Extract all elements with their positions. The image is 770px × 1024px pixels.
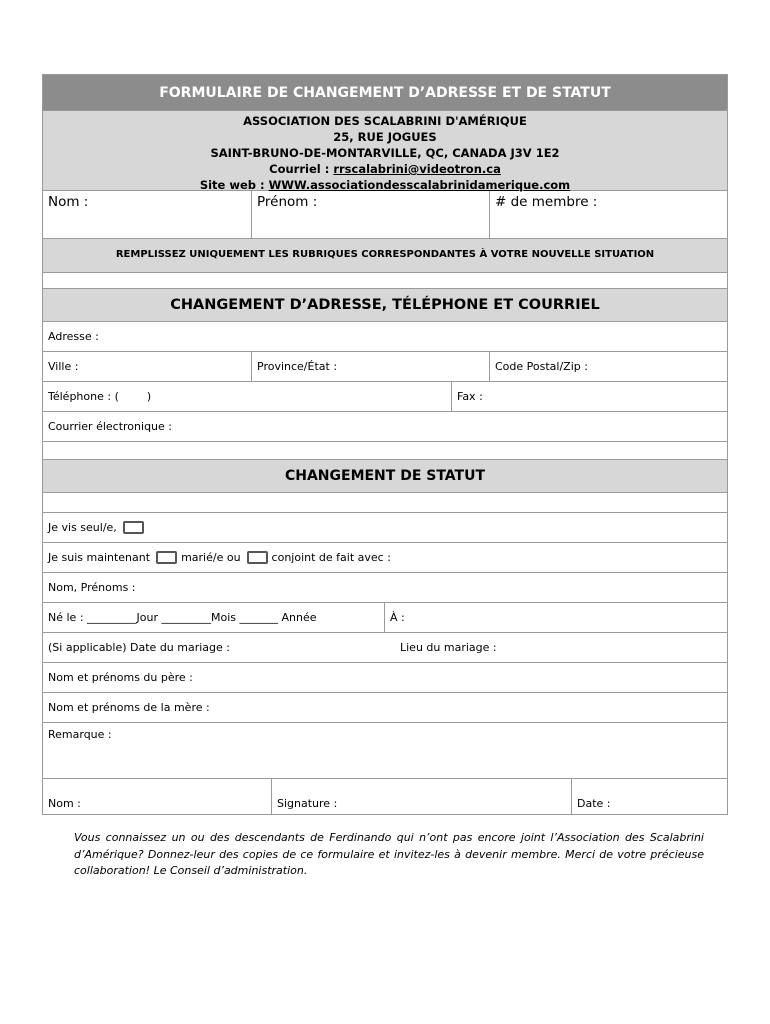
ville-row: [42, 352, 728, 382]
signature-field[interactable]: [271, 779, 571, 814]
membre-field[interactable]: [489, 191, 727, 238]
prenom-label: Prénom :: [257, 194, 318, 210]
telephone-field[interactable]: [43, 382, 451, 411]
footer-note: Vous connaissez un ou des descendants de Ferdinando qui n’ont pas encore joint l’Association des Scalabrini d’Amérique? Donnez-leur des copies de ce formulaire et invitez-les à devenir membre. Merci de votre précieuse collaboration! Le Conseil d’administration.: [74, 831, 704, 877]
fax-label: Fax :: [457, 390, 483, 403]
address-section-title: CHANGEMENT D’ADRESSE, TÉLÉPHONE ET COURRIEL: [42, 289, 728, 322]
remarque-label: Remarque :: [48, 728, 112, 741]
courriel-label: Courrier électronique :: [48, 420, 172, 433]
nom-field[interactable]: [43, 191, 251, 238]
conjoint-checkbox[interactable]: [247, 551, 268, 564]
mariage-row: [42, 633, 728, 663]
lieu-naissance-field[interactable]: [384, 603, 727, 632]
seul-label: Je vis seul/e,: [48, 521, 117, 534]
marie-checkbox[interactable]: [156, 551, 177, 564]
prenom-field[interactable]: [251, 191, 489, 238]
email-label: Courriel :: [269, 162, 334, 176]
membre-label: # de membre :: [495, 194, 598, 210]
nom-label: Nom :: [48, 194, 89, 210]
web-label: Site web :: [199, 178, 269, 192]
code-postal-field[interactable]: [489, 352, 727, 381]
website-link[interactable]: WWW.associationdesscalabrinidamerique.com: [268, 178, 571, 192]
province-field[interactable]: [251, 352, 489, 381]
remarque-field[interactable]: [42, 723, 728, 779]
naissance-row: [42, 603, 728, 633]
code-postal-label: Code Postal/Zip :: [495, 360, 588, 373]
nom-prenoms-label: Nom, Prénoms :: [48, 581, 136, 594]
association-email-line: [43, 161, 727, 177]
ville-field[interactable]: [43, 352, 251, 381]
maintenant-row: [42, 543, 728, 573]
instruction-bar: REMPLISSEZ UNIQUEMENT LES RUBRIQUES CORRESPONDANTES À VOTRE NOUVELLE SITUATION: [42, 239, 728, 273]
lieu-naissance-label: À :: [390, 611, 405, 624]
date-mariage-field[interactable]: [43, 633, 393, 662]
association-header: [42, 111, 728, 191]
lieu-mariage-field[interactable]: [395, 633, 727, 662]
mere-label: Nom et prénoms de la mère :: [48, 701, 210, 714]
spacer-row-3: [42, 493, 728, 513]
email-link[interactable]: rrscalabrini@videotron.ca: [333, 162, 501, 176]
signature-label: Signature :: [277, 797, 338, 810]
mere-field[interactable]: [42, 693, 728, 723]
seul-checkbox[interactable]: [123, 521, 144, 534]
identity-row: [42, 191, 728, 239]
ville-label: Ville :: [48, 360, 79, 373]
telephone-row: [42, 382, 728, 412]
adresse-label: Adresse :: [48, 330, 99, 343]
fax-field[interactable]: [451, 382, 727, 411]
telephone-label: Téléphone : ( ): [48, 390, 152, 403]
maintenant-label: Je suis maintenant: [48, 551, 151, 564]
signature-row: [42, 779, 728, 815]
signature-nom-label: Nom :: [48, 797, 81, 810]
date-naissance-label: Né le : _________Jour _________Mois _______ Année: [48, 611, 317, 624]
conjoint-label: conjoint de fait avec :: [271, 551, 391, 564]
lieu-mariage-label: Lieu du mariage :: [400, 641, 497, 654]
association-name: ASSOCIATION DES SCALABRINI D'AMÉRIQUE: [243, 114, 527, 128]
pere-label: Nom et prénoms du père :: [48, 671, 193, 684]
spacer-row-2: [42, 442, 728, 460]
date-naissance-field[interactable]: [43, 603, 384, 632]
status-section-title: CHANGEMENT DE STATUT: [42, 460, 728, 493]
province-label: Province/État :: [257, 360, 338, 373]
date-field[interactable]: [571, 779, 727, 814]
date-label: Date :: [577, 797, 611, 810]
association-street: 25, RUE JOGUES: [333, 130, 437, 144]
adresse-field[interactable]: [42, 322, 728, 352]
pere-field[interactable]: [42, 663, 728, 693]
change-of-address-form: [42, 74, 728, 815]
spacer-row: [42, 273, 728, 289]
form-title: FORMULAIRE DE CHANGEMENT D’ADRESSE ET DE STATUT: [42, 74, 728, 111]
association-city: SAINT-BRUNO-DE-MONTARVILLE, QC, CANADA J3V 1E2: [210, 146, 560, 160]
courriel-field[interactable]: [42, 412, 728, 442]
marie-label: marié/e ou: [181, 551, 241, 564]
seul-row: [42, 513, 728, 543]
date-mariage-label: (Si applicable) Date du mariage :: [48, 641, 230, 654]
nom-prenoms-field[interactable]: [42, 573, 728, 603]
signature-nom-field[interactable]: [43, 779, 271, 814]
